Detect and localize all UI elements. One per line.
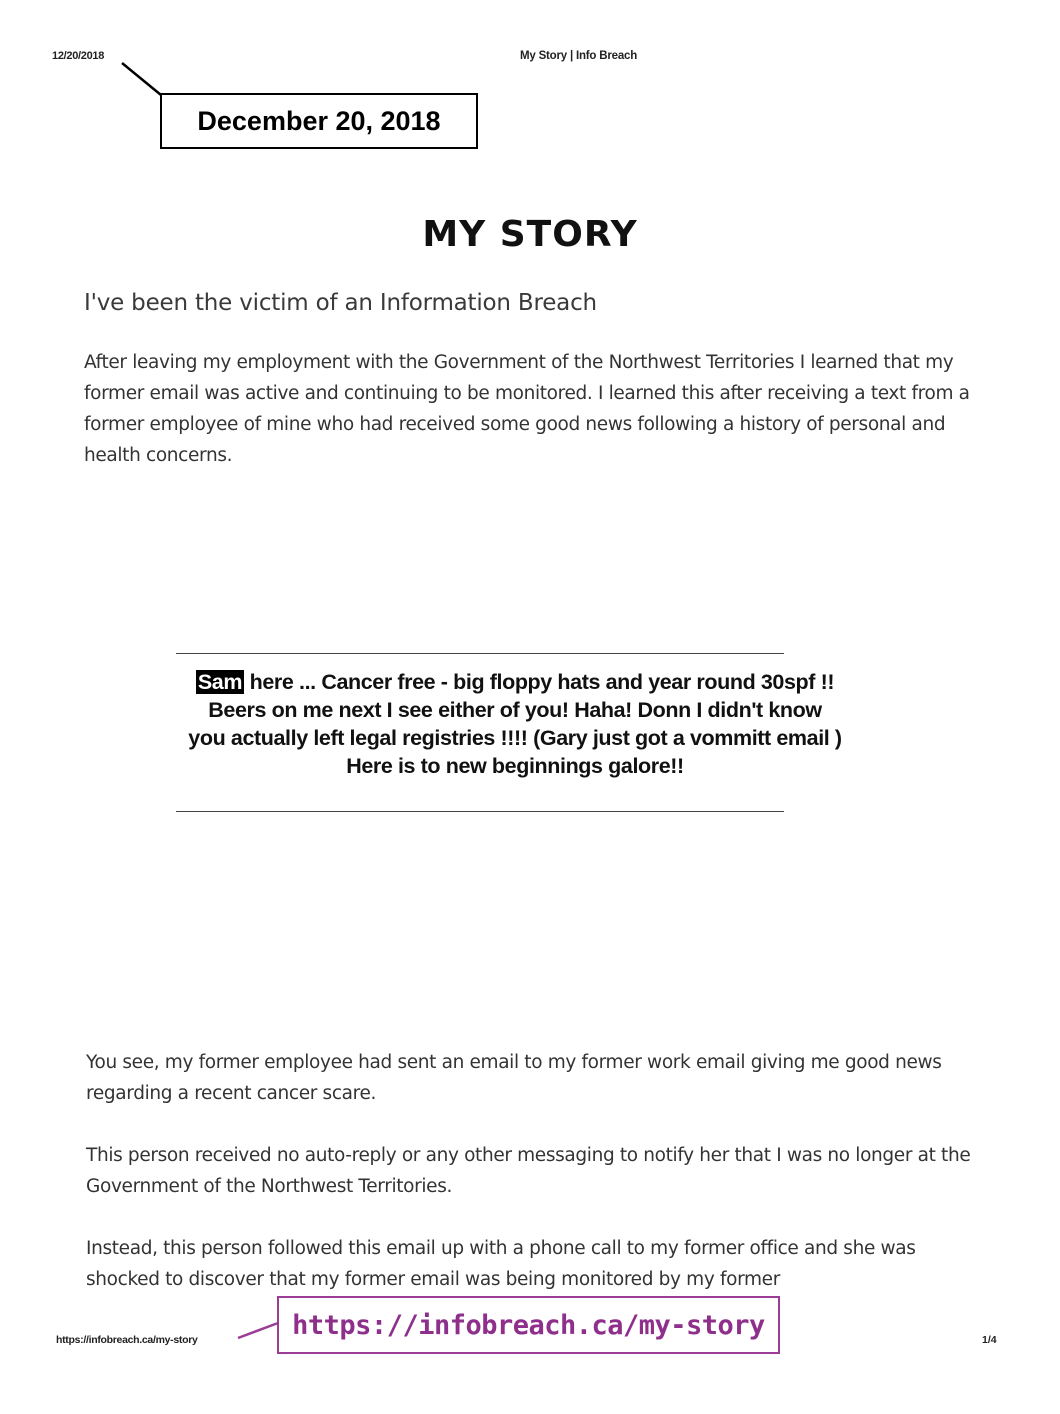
paragraph-1: After leaving my employment with the Government of the Northwest Territories I learned that my former email was active and continuing to be monitored. I learned this after receiving a text from a former employee of mine who had received some good news following a history of personal and health concerns. xyxy=(84,352,970,466)
print-page-title: My Story | Info Breach xyxy=(520,50,638,62)
divider-top xyxy=(176,653,784,654)
print-date: 12/20/2018 xyxy=(52,50,105,62)
paragraph-4: Instead, this person followed this email up with a phone call to my former office and she was shocked to discover that my former email was being monitored by my former xyxy=(86,1238,916,1290)
url-callout-connector xyxy=(238,1323,278,1338)
message-line-1 xyxy=(150,668,880,696)
url-callout: https://infobreach.ca/my-story xyxy=(277,1296,780,1354)
paragraph-3: This person received no auto-reply or any other messaging to notify her that I was no longer at the Government of the Northwest Territories. xyxy=(86,1145,971,1197)
paragraph-2: You see, my former employee had sent an email to my former work email giving me good news regarding a recent cancer scare. xyxy=(86,1052,942,1104)
message-line-4: Here is to new beginnings galore!! xyxy=(346,754,684,778)
print-footer-url: https://infobreach.ca/my-story xyxy=(56,1334,198,1346)
message-line-1-text: here ... Cancer free - big floppy hats and year round 30spf !! xyxy=(244,670,835,694)
text-message xyxy=(150,668,880,780)
redacted-name: Sam xyxy=(197,670,243,694)
subheading: I've been the victim of an Information Breach xyxy=(84,290,597,316)
page-number: 1/4 xyxy=(982,1334,997,1346)
message-line-2: Beers on me next I see either of you! Haha! Donn I didn't know xyxy=(208,698,822,722)
message-line-3: you actually left legal registries !!!! (Gary just got a vommitt email ) xyxy=(188,726,842,750)
date-callout-connector xyxy=(122,63,161,95)
date-callout: December 20, 2018 xyxy=(160,93,478,149)
page-title: MY STORY xyxy=(422,214,638,256)
divider-bottom xyxy=(176,811,784,812)
